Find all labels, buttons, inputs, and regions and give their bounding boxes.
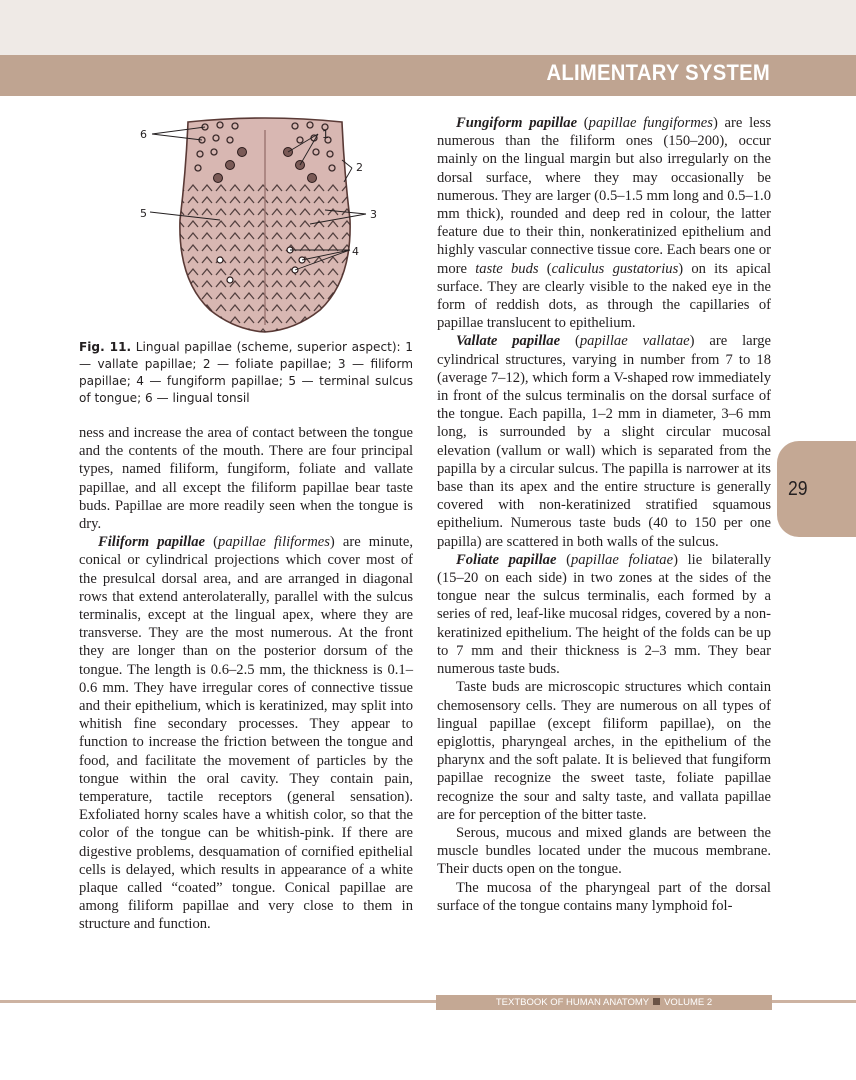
paren: (: [560, 333, 580, 350]
paren: (: [538, 260, 552, 277]
figure-label: 3: [370, 208, 377, 221]
page-number: 29: [788, 478, 808, 500]
latin-term: papillae vallatae: [579, 333, 690, 350]
term: Fungiform papillae: [456, 115, 578, 131]
paragraph-foliate: [437, 551, 771, 678]
footer-book: TEXTBOOK OF HUMAN ANATOMY: [495, 997, 650, 1008]
paren: (: [205, 534, 219, 551]
tongue-illustration: [130, 110, 400, 335]
paragraph-text: ) are large cylindrical structures, varying in number from 7 to 18 (average 7–12), which form a V-shaped row immediately in front of the sulcus terminalis on the dorsal surface of the tongue. Each papilla, 1–2 mm in diameter, 3–6 mm long, is surrounded by a slight circular mucosal elevation (vallum or wall) which is separated from the papilla by a circular sulcus. The papilla is narrower at its base than its apex and the entire structure is generally covered with non-keratinized stratified squamous epithelium. Numerous taste buds (40 to 150 per one papilla) are scattered in both walls of the sulcus.: [437, 333, 771, 550]
paragraph-text: ) on its apical surface. They are clearly visible to the naked eye in the form of reddish dots, as through the capillaries of papillae translucent to epithelium.: [437, 260, 772, 332]
figure-caption: [79, 339, 413, 407]
figure-label: 2: [356, 161, 363, 174]
paragraph-vallate: [437, 332, 771, 550]
paragraph: ness and increase the area of contact between the tongue and the contents of the mouth. There are four principal types, named filiform, fungiform, foliate and vallate papillae, and all except the filiform papillae bear taste buds. Papillae are more readily seen when the tongue is dry.: [79, 425, 413, 533]
term: Filiform papillae: [98, 534, 206, 551]
figure-label: 1: [322, 128, 329, 141]
paren: (: [577, 115, 589, 131]
paragraph-fungiform: [437, 114, 771, 332]
paragraph-filiform: [79, 533, 413, 933]
figure-number: Fig. 11.: [79, 340, 132, 354]
figure-caption-text: Lingual papillae (scheme, superior aspect): 1 — vallate papillae; 2 — foliate papillae; 3 — filiform papillae; 4 — fungiform papillae; 5 — terminal sulcus of tongue; 6 — lingual tonsil: [79, 340, 413, 405]
square-icon: [653, 998, 660, 1005]
footer-volume: VOLUME 2: [664, 997, 713, 1008]
latin-term: papillae foliatae: [571, 551, 674, 568]
paragraph-text: ) are less numerous than the filiform ones (150–200), occur mainly on the lingual margin but also irregularly on the dorsal surface, where they may occasionally be numerous. They are larger (0.5–1.5 mm long and 0.5–1.0 mm thick), rounded and deep red in colour, the latter feature due to their thin, nonkeratinized epithelium and highly vascular connective tissue core. Each bears one or more: [437, 115, 771, 277]
paragraph-text: ) are minute, conical or cylindrical projections which cover most of the presulcal dorsal area, and are arranged in diagonal rows that extend anterolaterally, parallel with the sulcus terminalis, except at the lingual apex, where they are transverse. They are the most numerous. At the front they are longer than on the posterior dorsum of the tongue. The length is 0.6–2.5 mm, the thickness is 0.1–0.6 mm. They have irregular cores of connective tissue and their epithelium, which is keratinized, may split into whitish fine secondary processes. They appear to function to increase the friction between the tongue and food, and facilitate the movement of particles by the tongue within the oral cavity. They contain pain, temperature, tactile receptors (general sensation). Exfoliated horny scales have a whitish color, so that the color of the tongue can be whitish-pink. If there are digestive problems, desquamation of cornified epithelial cells is delayed, which results in appearance of a white plaque called “coated” tongue. Conical papillae are among filiform papillae and very close to them in structure and function.: [79, 534, 413, 933]
latin-term: taste buds: [475, 260, 539, 277]
term: Vallate papillae: [456, 333, 561, 350]
paragraph: Taste buds are microscopic structures which contain chemosensory cells. They are numerous on all types of lingual papillae (except filiform papillae), on the epiglottis, pharyngeal arches, in the epithelium of the pharynx and the soft palate. It is believed that fungiform papillae recognize the sweet taste, foliate papillae recognize the sour and salty taste, and vallata papillae are for perception of the bitter taste.: [437, 679, 771, 823]
right-column: [437, 114, 771, 915]
left-column: [79, 424, 413, 934]
footer: [436, 996, 772, 1009]
figure-label: 6: [140, 128, 147, 141]
term: Foliate papillae: [456, 551, 557, 568]
latin-term: papillae filiformes: [218, 534, 330, 551]
latin-term: papillae fungiformes: [588, 115, 713, 131]
paren: (: [556, 551, 571, 568]
paragraph: Serous, mucous and mixed glands are between the muscle bundles located under the mucous membrane. Their ducts open on the tongue.: [437, 824, 771, 878]
paragraph-text: ) lie bilaterally (15–20 on each side) in two zones at the sides of the tongue near the sulcus terminalis, each formed by a series of red, leaf-like mucosal ridges, covered by a non-keratinized epithelium. The height of the folds can be up to 7 mm and their thickness is 2–3 mm. They bear numerous taste buds.: [437, 551, 771, 678]
figure-label: 5: [140, 207, 147, 220]
chapter-title: ALIMENTARY SYSTEM: [546, 60, 770, 85]
figure-label: 4: [352, 245, 359, 258]
paragraph: The mucosa of the pharyngeal part of the dorsal surface of the tongue contains many lymphoid fol-: [437, 879, 771, 914]
tongue-figure: [130, 110, 400, 335]
latin-term: caliculus gustatorius: [551, 260, 679, 277]
